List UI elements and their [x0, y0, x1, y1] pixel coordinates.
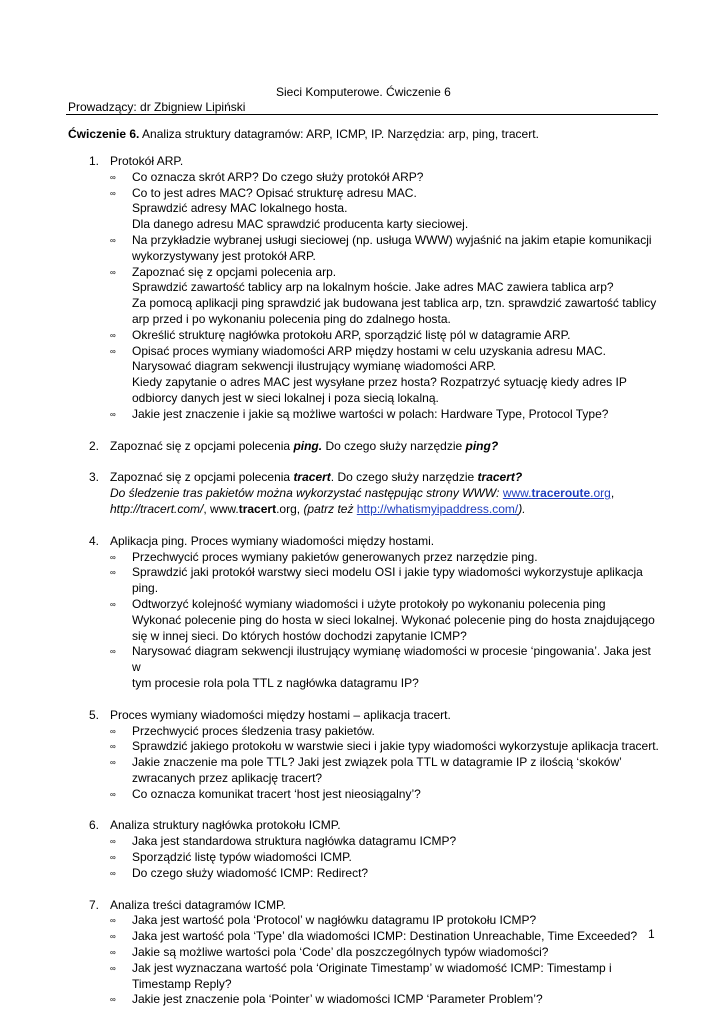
- sub-item-text: Jakie są możliwe wartości pola ‘Code’ dla poszczególnych typów wiadomości?: [132, 945, 549, 960]
- exercise-list: [68, 154, 660, 1024]
- list-item: [68, 534, 660, 692]
- sub-item-text: Jaka jest standardowa struktura nagłówka datagramu ICMP?: [132, 834, 457, 849]
- sub-item: [110, 565, 660, 597]
- bullet-icon: ∞: [110, 726, 116, 736]
- sub-item: [110, 597, 660, 644]
- sub-item-text: Jak jest wyznaczana wartość pola ‘Originate Timestamp’ w wiadomość ICMP: Timestamp i: [132, 960, 612, 975]
- exercise-label: Ćwiczenie 6.: [68, 127, 140, 141]
- bullet-icon: ∞: [110, 647, 116, 657]
- item-number: 6.: [89, 818, 100, 833]
- sub-item: [110, 866, 660, 882]
- sub-item-text: się w innej sieci. Do których hostów dochodzi zapytanie ICMP?: [132, 628, 467, 643]
- sub-item: [110, 787, 660, 803]
- sub-item-text: zwracanych przez aplikację tracert?: [132, 770, 323, 785]
- sub-item-text: Na przykładzie wybranej usługi sieciowej (np. usługa WWW) wyjaśnić na jakim etapie komunikacji: [132, 232, 652, 247]
- sub-item-text: Narysować diagram sekwencji ilustrujący wymianę wiadomości w procesie ‘pingowania’. Jaka jest w: [132, 644, 651, 675]
- sub-item: [110, 929, 660, 945]
- item-number: 7.: [89, 897, 100, 912]
- bullet-icon: ∞: [110, 948, 116, 958]
- sub-item: [110, 961, 660, 993]
- sub-item-text: Sprawdzić jakiego protokołu w warstwie sieci i jakie typy wiadomości wykorzystuje aplikacja tracert.: [132, 739, 659, 754]
- sub-item-text: Co to jest adres MAC? Opisać strukturę adresu MAC.: [132, 185, 417, 200]
- sub-item: [110, 913, 660, 929]
- sub-item: [110, 265, 660, 328]
- bullet-icon: ∞: [110, 853, 116, 863]
- bullet-icon: ∞: [110, 868, 116, 878]
- item-number: 4.: [89, 533, 100, 548]
- item-title: Protokół ARP.: [110, 154, 184, 168]
- list-item: [68, 898, 660, 1009]
- header-divider: [66, 114, 658, 115]
- sub-item-text: Jaka jest wartość pola ‘Type’ dla wiadomości ICMP: Destination Unreachable, Time Exceeded?: [132, 929, 638, 944]
- bullet-icon: ∞: [110, 172, 116, 182]
- bullet-icon: ∞: [110, 932, 116, 942]
- sub-item-text: wykorzystywany jest protokół ARP.: [132, 248, 316, 263]
- exercise-intro: [68, 127, 539, 143]
- page-number: 1: [648, 927, 655, 941]
- sub-item: [110, 328, 660, 344]
- sub-item-text: ping.: [132, 581, 159, 596]
- sub-item: [110, 344, 660, 407]
- item-title: Aplikacja ping. Proces wymiany wiadomości między hostami.: [110, 533, 435, 548]
- item-title: Zapoznać się z opcjami polecenia ping. Do czego służy narzędzie ping?: [110, 438, 499, 453]
- sub-item: [110, 407, 660, 423]
- sub-item-text: Jakie jest znaczenie pola ‘Pointer’ w wiadomości ICMP ‘Parameter Problem’?: [132, 992, 543, 1007]
- sub-item-text: Narysować diagram sekwencji ilustrujący wymianę wiadomości ARP.: [132, 359, 496, 374]
- bullet-icon: ∞: [110, 742, 116, 752]
- bullet-icon: ∞: [110, 963, 116, 973]
- header-title: Sieci Komputerowe. Ćwiczenie 6: [276, 85, 451, 99]
- traceroute-link[interactable]: www.traceroute.org: [502, 486, 611, 501]
- sub-item-text: Odtworzyć kolejność wymiany wiadomości i użyte protokoły po wykonaniu polecenia ping: [132, 596, 606, 611]
- sub-item-text: Określić strukturę nagłówka protokołu ARP, sporządzić listę pól w datagramie ARP.: [132, 327, 571, 342]
- sub-item-text: odbiorcy danych jest w sieci lokalnej i poza siecią lokalną.: [132, 390, 439, 405]
- item-title: Analiza treści datagramów ICMP.: [110, 897, 286, 912]
- sub-item-text: Sporządzić listę typów wiadomości ICMP.: [132, 850, 352, 865]
- sub-item-text: Do czego służy wiadomość ICMP: Redirect?: [132, 865, 369, 880]
- sub-item-text: Kiedy zapytanie o adres MAC jest wysyłane przez hosta? Rozpatrzyć sytuację kiedy adres IP: [132, 375, 627, 390]
- sub-item: [110, 186, 660, 233]
- item-title: Proces wymiany wiadomości między hostami – aplikacja tracert.: [110, 707, 451, 722]
- bullet-icon: ∞: [110, 552, 116, 562]
- sub-item: [110, 233, 660, 265]
- sub-item-text: Zapoznać się z opcjami polecenia arp.: [132, 264, 337, 279]
- bullet-icon: ∞: [110, 346, 116, 356]
- item-number: 5.: [89, 707, 100, 722]
- bullet-icon: ∞: [110, 995, 116, 1005]
- item-number: 3.: [89, 470, 100, 485]
- bullet-icon: ∞: [110, 758, 116, 768]
- bullet-icon: ∞: [110, 916, 116, 926]
- list-item: [68, 470, 660, 517]
- list-item: [68, 708, 660, 803]
- exercise-description: Analiza struktury datagramów: ARP, ICMP, IP. Narzędzia: arp, ping, tracert.: [139, 127, 539, 141]
- item-note: Do śledzenie tras pakietów można wykorzystać następując strony WWW: www.traceroute.org,: [110, 486, 615, 501]
- sub-item: [110, 739, 660, 755]
- sub-item-text: Przechwycić proces śledzenia trasy pakietów.: [132, 723, 375, 738]
- sub-item: [110, 170, 660, 186]
- bullet-icon: ∞: [110, 789, 116, 799]
- item-title: Zapoznać się z opcjami polecenia tracert. Do czego służy narzędzie tracert?: [110, 470, 523, 485]
- bullet-icon: ∞: [110, 409, 116, 419]
- sub-item-text: arp przed i po wykonaniu polecenia ping do zdalnego hosta.: [132, 311, 451, 326]
- sub-item: [110, 755, 660, 787]
- sub-item: [110, 992, 660, 1008]
- list-item: [68, 818, 660, 881]
- header-author: Prowadzący: dr Zbigniew Lipiński: [68, 100, 246, 114]
- item-title: Analiza struktury nagłówka protokołu ICMP.: [110, 818, 341, 833]
- sub-item-text: Timestamp Reply?: [132, 976, 232, 991]
- list-item: [68, 154, 660, 423]
- bullet-icon: ∞: [110, 837, 116, 847]
- sub-item-text: Jaka jest wartość pola ‘Protocol’ w nagłówku datagramu IP protokołu ICMP?: [132, 913, 537, 928]
- sub-item-text: Wykonać polecenie ping do hosta w sieci lokalnej. Wykonać polecenie ping do hosta znajdującego: [132, 612, 655, 627]
- sub-item-text: Jakie znaczenie ma pole TTL? Jaki jest związek pola TTL w datagramie IP z ilością ‘skoków’: [132, 755, 622, 770]
- sub-item-text: Dla danego adresu MAC sprawdzić producenta karty sieciowej.: [132, 217, 469, 232]
- sub-item-text: Co oznacza komunikat tracert ‘host jest nieosiągalny’?: [132, 786, 421, 801]
- sub-item-text: Co oznacza skrót ARP? Do czego służy protokół ARP?: [132, 169, 424, 184]
- bullet-icon: ∞: [110, 267, 116, 277]
- bullet-icon: ∞: [110, 568, 116, 578]
- bullet-icon: ∞: [110, 235, 116, 245]
- item-number: 1.: [89, 154, 100, 168]
- sub-item: [110, 724, 660, 740]
- sub-item: [110, 644, 660, 691]
- sub-item: [110, 945, 660, 961]
- whatismyip-link[interactable]: http://whatismyipaddress.com/: [356, 501, 519, 516]
- sub-item-text: Przechwycić proces wymiany pakietów generowanych przez narzędzie ping.: [132, 549, 538, 564]
- sub-item-text: Sprawdzić jaki protokół warstwy sieci modelu OSI i jakie typy wiadomości wykorzystuje aplikacja: [132, 565, 643, 580]
- bullet-icon: ∞: [110, 599, 116, 609]
- bullet-icon: ∞: [110, 330, 116, 340]
- list-item: [68, 439, 660, 455]
- sub-item: [110, 850, 660, 866]
- sub-item: [110, 550, 660, 566]
- sub-item-text: tym procesie rola pola TTL z nagłówka datagramu IP?: [132, 675, 419, 690]
- sub-item-text: Opisać proces wymiany wiadomości ARP między hostami w celu uzyskania adresu MAC.: [132, 343, 606, 358]
- bullet-icon: ∞: [110, 188, 116, 198]
- item-note: http://tracert.com/, www.tracert.org, (patrz też http://whatismyipaddress.com/).: [110, 501, 526, 516]
- sub-item-text: Jakie jest znaczenie i jakie są możliwe wartości w polach: Hardware Type, Protocol Type?: [132, 406, 609, 421]
- sub-item: [110, 834, 660, 850]
- item-number: 2.: [89, 438, 100, 453]
- sub-item-text: Sprawdzić adresy MAC lokalnego hosta.: [132, 201, 348, 216]
- sub-item-text: Sprawdzić zawartość tablicy arp na lokalnym hoście. Jake adres MAC zawiera tablica arp?: [132, 280, 614, 295]
- sub-item-text: Za pomocą aplikacji ping sprawdzić jak budowana jest tablica arp, tzn. sprawdzić zawartość tablicy: [132, 296, 657, 311]
